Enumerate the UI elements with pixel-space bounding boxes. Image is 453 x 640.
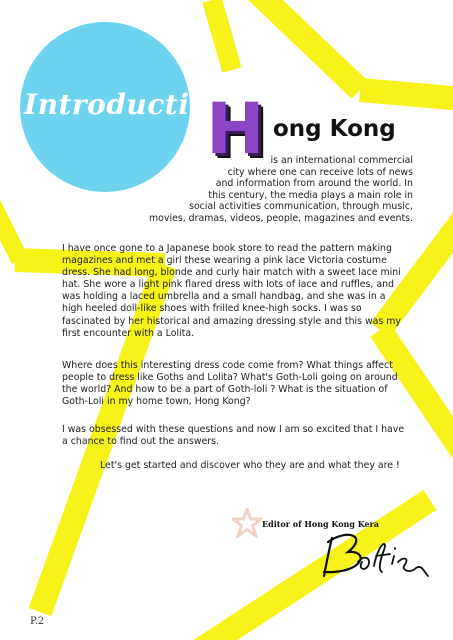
lead-line: social activities communication, through music, bbox=[189, 201, 413, 213]
drop-cap-letter: H bbox=[206, 88, 265, 170]
lead-line: is an international commercial bbox=[270, 155, 413, 166]
star-stroke-8 bbox=[0, 200, 20, 260]
editor-signature bbox=[318, 524, 430, 584]
page-title: ong Kong bbox=[273, 116, 396, 142]
editor-label: Editor of Hong Kong Kera bbox=[262, 519, 379, 529]
lead-line: and information from around the world. In bbox=[215, 178, 413, 190]
closing-line: Let's get started and discover who they are and what they are ! bbox=[100, 460, 400, 471]
lead-line: movies, dramas, videos, people, magazines and events. bbox=[149, 212, 413, 224]
body-paragraph-encounter: I have once gone to a Japanese book store to read the pattern making magazines and met a girl these wearing a pink lace Victoria costume dress. She had long, blonde and curly hair match with a sweet lace mini hat. She wore a light pink flared dress with lots of lace and ruffles, and was holding a laced umbrella and a small handbag, and she was in a high heeled doll-like shoes with frilled knee-high socks. I was so fascinated by her historical and amazing dressing style and this was my first encounter with a Lolita. bbox=[62, 243, 401, 339]
small-star-icon bbox=[232, 508, 262, 538]
star-stroke-1 bbox=[360, 90, 453, 100]
lead-line: city where one can receive lots of news bbox=[227, 166, 413, 178]
star-stroke-0 bbox=[255, 0, 360, 90]
body-paragraph-questions: Where does this interesting dress code come from? What things affect people to dress like Goths and Lolita? What's Goth-Loli going on around the world? And how to be a part of Goth-loli ? What is the situation of Goth-Loli in my home town, Hong Kong? bbox=[62, 360, 398, 408]
body-paragraph-obsessed: I was obsessed with these questions and now I am so excited that I have a chance to find out the answers. bbox=[62, 424, 405, 448]
lead-paragraph bbox=[93, 155, 413, 225]
page-number: P.2 bbox=[30, 616, 45, 627]
section-title: Introduction bbox=[24, 88, 230, 121]
lead-line: this century, the media plays a main role in bbox=[208, 189, 413, 201]
star-stroke-2 bbox=[212, 0, 232, 70]
